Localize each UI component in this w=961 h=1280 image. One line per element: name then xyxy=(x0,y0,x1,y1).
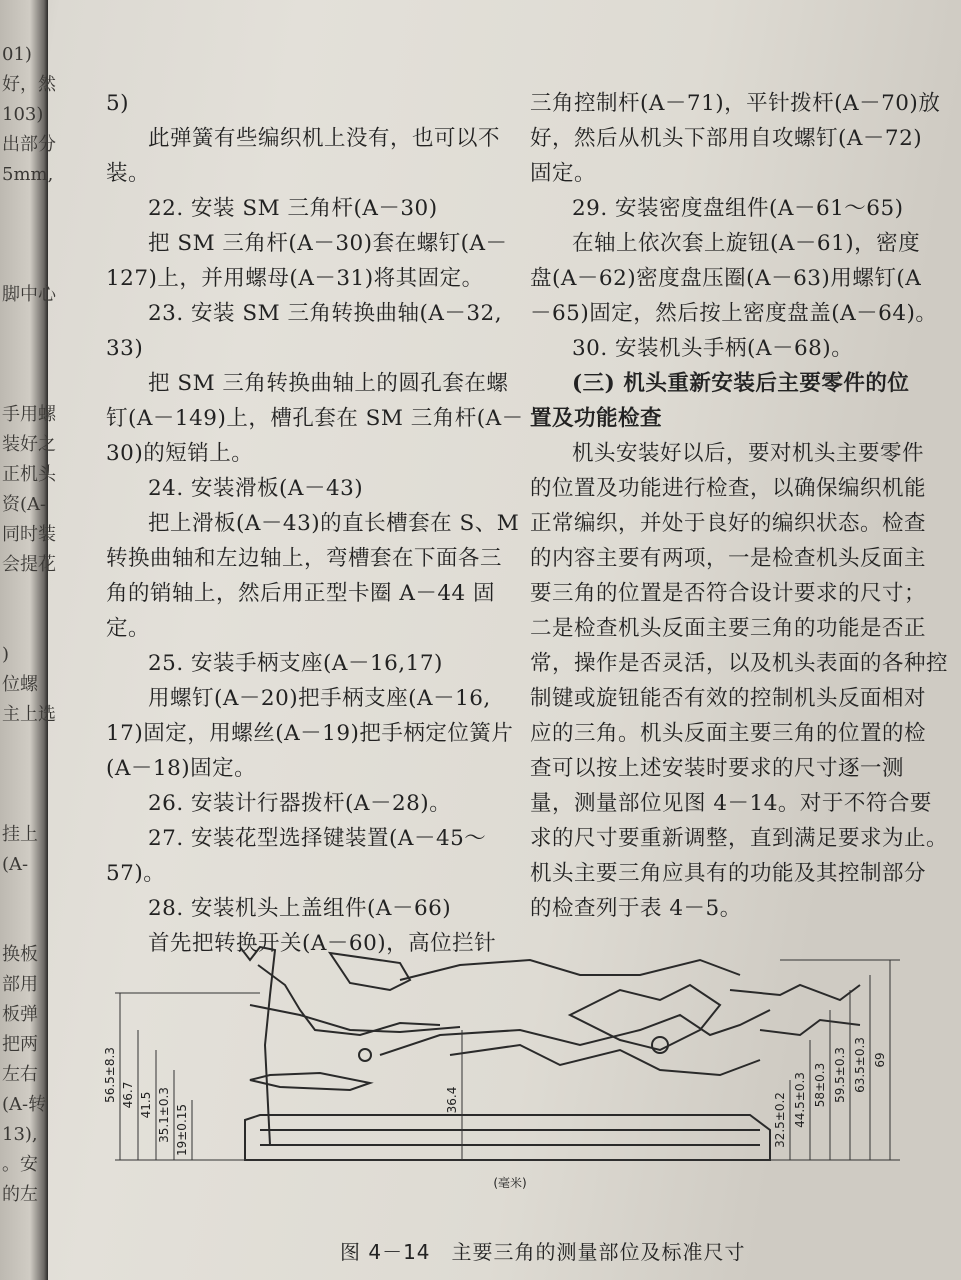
edge-text-fragment: 部用 xyxy=(2,974,38,995)
right-upper-track xyxy=(730,985,860,1000)
figure-caption: 图 4－14 主要三角的测量部位及标准尺寸 xyxy=(340,1240,746,1264)
edge-text-fragment xyxy=(2,580,42,610)
right-column-line: 量，测量部位见图 4－14。对于不符合要 xyxy=(530,791,932,816)
left-column-line: 25. 安装手柄支座(A－16,17) xyxy=(148,651,443,676)
cam-measurement-diagram xyxy=(100,935,920,1190)
left-column-line: 角的销轴上，然后用正型卡圈 A－44 固 xyxy=(106,581,496,606)
edge-text-fragment xyxy=(2,190,42,220)
edge-text-fragment: 板弹 xyxy=(2,1004,38,1025)
dim-label-right-3: 58±0.3 xyxy=(813,1062,827,1108)
right-column-line: 盘(A－62)密度盘压圈(A－63)用螺钉(A xyxy=(530,266,922,291)
edge-text-fragment: 挂上 xyxy=(2,824,38,845)
upper-guide-line xyxy=(258,965,440,1035)
edge-text-fragment xyxy=(2,310,42,340)
edge-text-fragment: 主上选 xyxy=(2,704,56,725)
left-column-line: 23. 安装 SM 三角转换曲轴(A－32, xyxy=(148,301,503,326)
left-column-line: 转换曲轴和左边轴上，弯槽套在下面各三 xyxy=(106,546,503,571)
right-column-line: 求的尺寸要重新调整，直到满足要求为止。 xyxy=(530,826,949,851)
right-column-line: (三) 机头重新安装后主要零件的位 xyxy=(572,371,910,396)
edge-text-fragment: (A-转 xyxy=(2,1094,47,1115)
right-column-line: 机头主要三角应具有的功能及其控制部分 xyxy=(530,861,927,886)
pin-left xyxy=(359,1049,371,1061)
base-rail xyxy=(245,1115,770,1160)
right-text-column xyxy=(530,86,949,926)
previous-page-edge-text xyxy=(2,40,56,1210)
right-column-line: 机头安装好以后，要对机头主要零件 xyxy=(572,441,925,466)
right-column-line: 查可以按上述安装时要求的尺寸逐一测 xyxy=(530,756,905,781)
left-column-line: 33) xyxy=(106,336,144,361)
left-column-line: 把 SM 三角转换曲轴上的圆孔套在螺 xyxy=(148,371,509,396)
edge-text-fragment xyxy=(2,730,42,760)
edge-text-fragment xyxy=(2,610,42,640)
unit-label: (毫米) xyxy=(493,1176,527,1190)
right-column-line: 在轴上依次套上旋钮(A－61)，密度 xyxy=(572,231,921,256)
right-column-line: 正常编织，并处于良好的编织状态。检查 xyxy=(530,511,927,536)
edge-text-fragment: 出部分 xyxy=(2,134,56,155)
dim-label-right-1: 32.5±0.2 xyxy=(773,1092,787,1148)
edge-text-fragment xyxy=(2,370,42,400)
edge-text-fragment xyxy=(2,910,42,940)
right-column-line: 置及功能检查 xyxy=(530,406,663,431)
dim-label-left-2: 46.7 xyxy=(121,1081,135,1109)
left-column-line: 26. 安装计行器拨杆(A－28)。 xyxy=(148,791,452,816)
dim-label-right-4: 59.5±0.3 xyxy=(833,1047,847,1103)
dim-label-right-6: 69 xyxy=(873,1052,887,1068)
right-column-line: －65)固定，然后按上密度盘盖(A－64)。 xyxy=(530,301,938,326)
dim-label-middle: 36.4 xyxy=(445,1086,459,1114)
edge-text-fragment: 左右 xyxy=(2,1064,38,1085)
left-text-column xyxy=(106,86,524,961)
edge-text-fragment xyxy=(2,220,42,250)
right-column-line: 三角控制杆(A－71)，平针拨杆(A－70)放 xyxy=(530,91,941,116)
edge-text-fragment: 脚中心 xyxy=(2,284,56,305)
dim-label-left-1: 56.5±8.3 xyxy=(103,1047,117,1103)
edge-text-fragment: (A- xyxy=(2,854,29,875)
left-column-line: 把 SM 三角杆(A－30)套在螺钉(A－ xyxy=(148,231,508,256)
edge-text-fragment: 。安 xyxy=(2,1154,38,1175)
left-column-line: 此弹簧有些编织机上没有，也可以不 xyxy=(148,126,501,151)
right-column-line: 的内容主要有两项，一是检查机头反面主 xyxy=(530,546,927,571)
edge-text-fragment xyxy=(2,250,42,280)
left-column-line: 30)的短销上。 xyxy=(106,441,254,466)
left-column-line: 28. 安装机头上盖组件(A－66) xyxy=(148,896,452,921)
dimension-labels xyxy=(103,1037,887,1190)
lower-track xyxy=(450,1045,760,1075)
edge-text-fragment xyxy=(2,340,42,370)
right-middle-track xyxy=(760,1020,860,1035)
right-column-line: 好，然后从机头下部用自攻螺钉(A－72) xyxy=(530,126,923,151)
edge-text-fragment: 103) xyxy=(2,104,44,125)
edge-text-fragment: ) xyxy=(2,644,10,665)
left-column-line: 钉(A－149)上，槽孔套在 SM 三角杆(A－ xyxy=(106,406,524,431)
edge-text-fragment: 位螺 xyxy=(2,674,38,695)
left-column-line: 装。 xyxy=(106,161,151,186)
edge-text-fragment: 同时装 xyxy=(2,524,56,545)
left-column-line: 定。 xyxy=(106,616,151,641)
edge-text-fragment xyxy=(2,880,42,910)
dim-label-right-2: 44.5±0.3 xyxy=(793,1072,807,1128)
edge-text-fragment: 01) xyxy=(2,44,32,65)
right-column-line: 要三角的位置是否符合设计要求的尺寸； xyxy=(530,581,927,606)
right-column-line: 29. 安装密度盘组件(A－61～65) xyxy=(572,196,904,221)
left-column-line: 5) xyxy=(106,91,130,116)
edge-text-fragment xyxy=(2,790,42,820)
upper-track xyxy=(400,960,740,980)
dim-label-left-4: 35.1±0.3 xyxy=(157,1087,171,1143)
right-column-line: 的检查列于表 4－5。 xyxy=(530,896,742,921)
left-column-line: 首先把转换开关(A－60)，高位拦针 xyxy=(148,931,497,956)
right-column-line: 常，操作是否灵活，以及机头表面的各种控 xyxy=(530,651,949,676)
edge-text-fragment: 会提花 xyxy=(2,554,56,575)
edge-text-fragment: 13), xyxy=(2,1124,38,1145)
edge-text-fragment: 换板 xyxy=(2,944,38,965)
right-column-line: 应的三角。机头反面主要三角的位置的检 xyxy=(530,721,927,746)
right-column-line: 二是检查机头反面主要三角的功能是否正 xyxy=(530,616,927,641)
cam-outline-drawing xyxy=(240,947,860,1160)
left-column-line: 把上滑板(A－43)的直长槽套在 S、M xyxy=(148,511,520,536)
dim-label-left-5: 19±0.15 xyxy=(175,1103,189,1157)
edge-text-fragment: 5mm, xyxy=(2,164,54,185)
edge-text-fragment: 把两 xyxy=(2,1034,38,1055)
right-column-line: 的位置及功能进行检查，以确保编织机能 xyxy=(530,476,927,501)
book-gutter xyxy=(0,0,56,1280)
central-cam xyxy=(570,985,720,1050)
edge-text-fragment: 好，然 xyxy=(2,74,56,95)
left-column-line: (A－18)固定。 xyxy=(106,756,257,781)
edge-text-fragment: 手用螺 xyxy=(2,404,56,425)
edge-text-fragment: 资(A- xyxy=(2,494,47,515)
dim-label-left-3: 41.5 xyxy=(139,1091,153,1119)
dim-label-right-5: 63.5±0.3 xyxy=(853,1037,867,1093)
edge-text-fragment: 正机头 xyxy=(2,464,56,485)
left-column-line: 24. 安装滑板(A－43) xyxy=(148,476,364,501)
top-cam xyxy=(330,953,410,990)
left-column-line: 22. 安装 SM 三角杆(A－30) xyxy=(148,196,438,221)
middle-guide-line xyxy=(250,1005,460,1032)
left-column-line: 27. 安装花型选择键装置(A－45～ xyxy=(148,826,487,851)
edge-text-fragment: 装好之 xyxy=(2,434,56,455)
left-column-line: 用螺钉(A－20)把手柄支座(A－16, xyxy=(148,686,491,711)
left-column-line: 127)上，并用螺母(A－31)将其固定。 xyxy=(106,266,484,291)
right-column-line: 制键或旋钮能否有效的控制机头反面相对 xyxy=(530,686,927,711)
right-column-line: 30. 安装机头手柄(A－68)。 xyxy=(572,336,854,361)
left-column-line: 17)固定，用螺丝(A－19)把手柄定位簧片 xyxy=(106,721,514,746)
edge-text-fragment: 的左 xyxy=(2,1184,38,1205)
edge-text-fragment xyxy=(2,760,42,790)
right-column-line: 固定。 xyxy=(530,161,597,186)
left-column-line: 57)。 xyxy=(106,861,166,886)
